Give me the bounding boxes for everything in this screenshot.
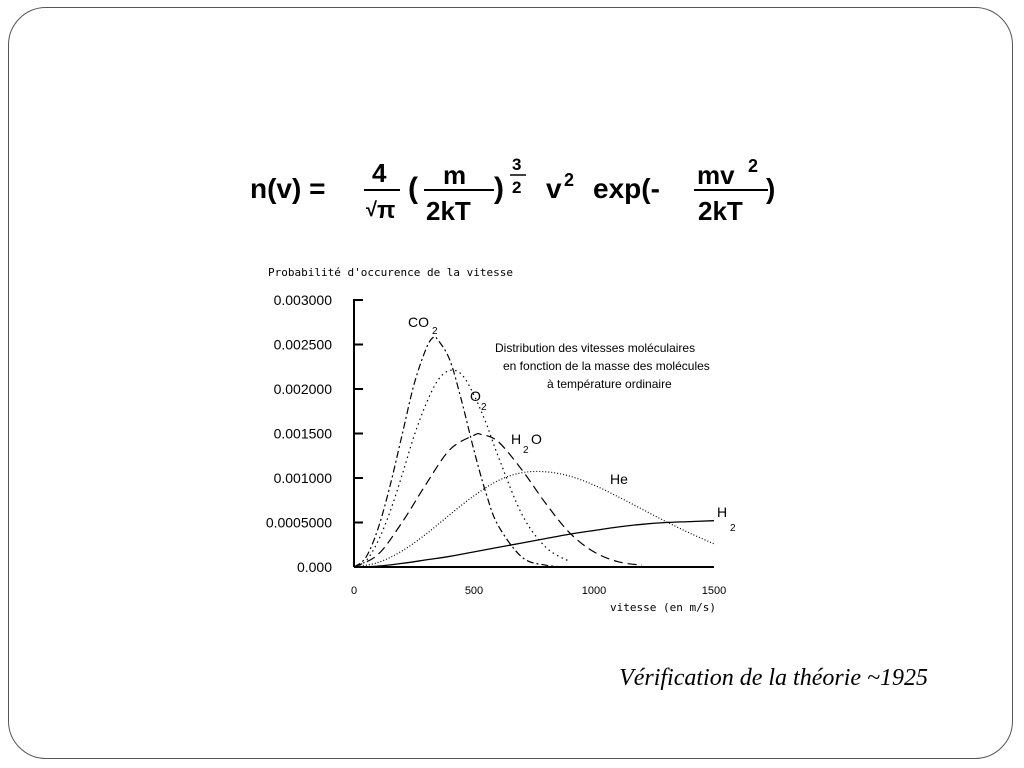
label-co2: CO [408,314,429,330]
x-tick-label: 1000 [581,585,607,597]
series-line-he [354,471,714,567]
formula-mass-numerator: m [443,160,467,190]
formula-exp-close: ) [766,173,776,204]
label-o2: O [470,388,481,404]
formula-exp-function: exp(- [593,173,660,204]
formula-coef-numerator: 4 [372,158,387,188]
formula-exp-denominator: 2kT [698,196,743,226]
annotation-line-3: à température ordinaire [547,377,672,391]
label-h2o: H [511,431,522,447]
label-h2o-o: O [531,431,542,447]
y-tick-label: 0.002500 [273,336,332,353]
formula-sqrt-sign: √ [366,199,377,221]
annotation-line-2: en fonction de la masse des molécules [503,359,710,373]
y-tick-label: 0.001000 [273,470,332,486]
formula-exponent-numerator: 3 [512,155,522,174]
annotation-line-1: Distribution des vitesses moléculaires [495,341,696,355]
formula-lhs: n(v) = [250,173,326,204]
formula-pi: π [377,197,396,224]
formula-exponent-denominator: 2 [512,178,522,197]
y-tick-label: 0.003000 [273,292,332,308]
x-tick-label: 1500 [701,585,727,597]
label-h2o-subscript: 2 [523,445,529,456]
formula-paren-close: ) [494,172,504,205]
x-tick-label: 0 [350,585,358,597]
y-tick-label: 0.0005000 [265,514,332,531]
label-o2-subscript: 2 [481,402,487,413]
label-co2-subscript: 2 [432,326,438,337]
x-axis-label: vitesse (en m/s) [610,601,716,614]
formula-mass-denominator: 2kT [426,196,471,226]
y-tick-label: 0.001500 [273,425,332,442]
x-tick-label: 500 [464,585,484,597]
y-axis-ticks [266,292,363,575]
formula-v-exponent: 2 [564,170,575,190]
y-tick-label: 0.000 [296,559,332,575]
series-line-o2 [354,370,570,567]
formula-v: v [546,173,562,204]
series-line-h2 [354,521,714,567]
label-h2: H [717,504,728,520]
label-h2-subscript: 2 [730,523,736,534]
formula-paren-open: ( [408,172,418,205]
x-axis-ticks [351,585,726,597]
label-he: He [610,471,628,487]
formula-exp-numerator-exponent: 2 [748,156,759,176]
y-tick-label: 0.002000 [273,381,332,397]
chart-title: Probabilité d'occurence de la vitesse [268,266,514,279]
formula-exp-numerator: mv [697,160,735,190]
chart-annotation [495,341,710,391]
slide-caption: Vérification de la théorie ~1925 [619,665,928,691]
